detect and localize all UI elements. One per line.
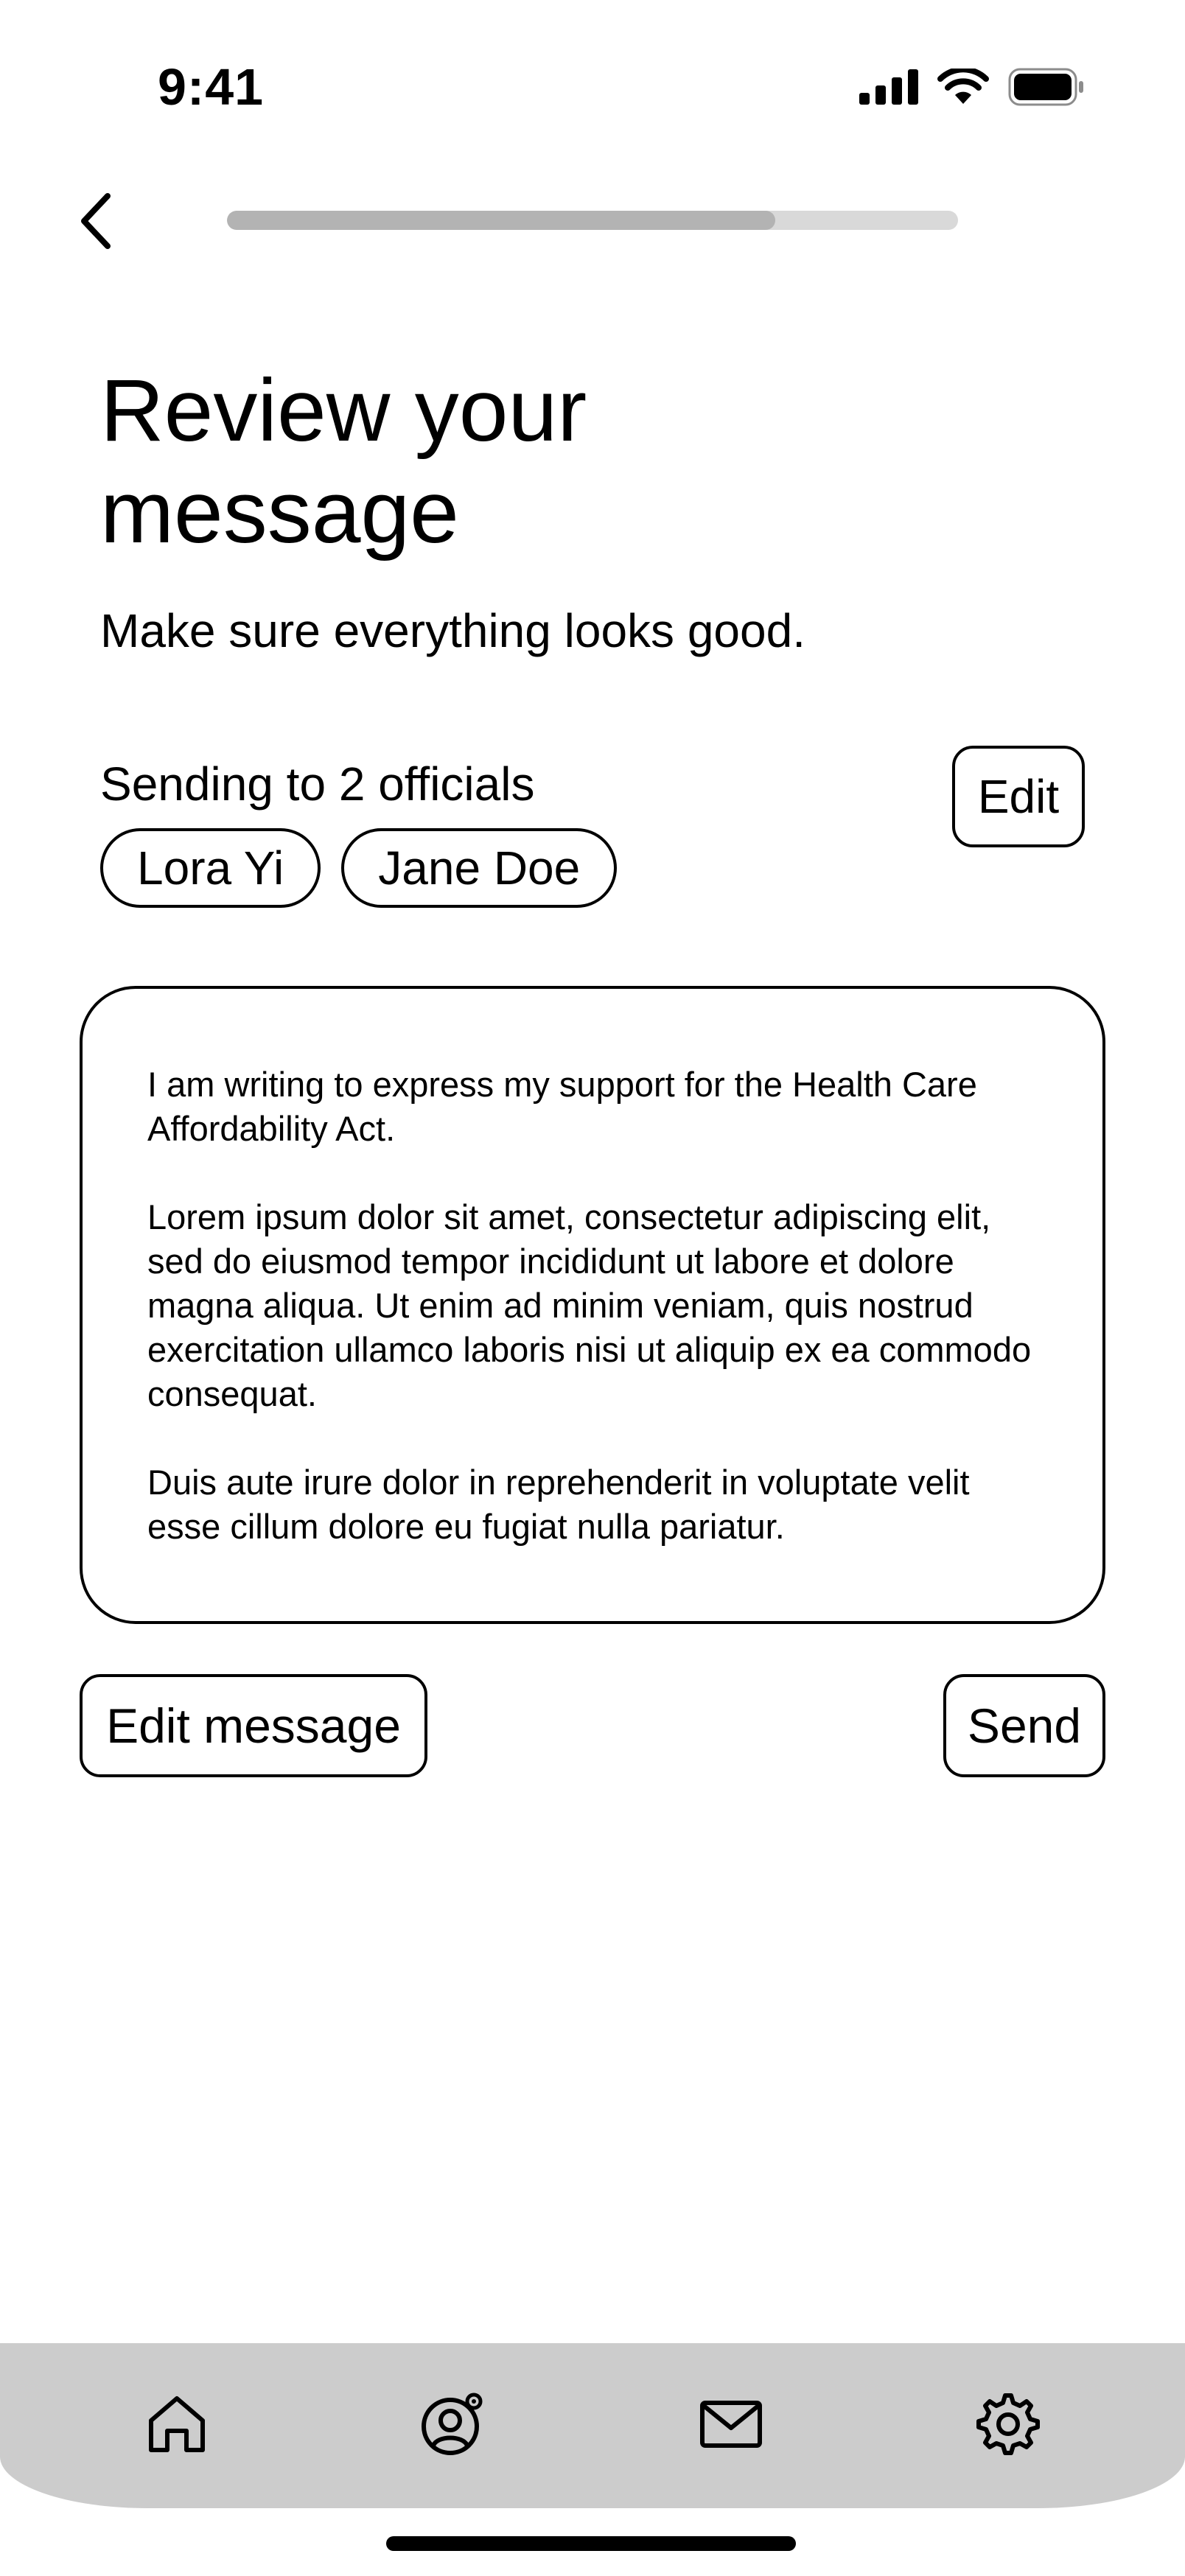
progress-bar-fill bbox=[227, 211, 775, 230]
recipient-chips bbox=[100, 828, 617, 908]
home-icon bbox=[145, 2393, 209, 2456]
send-button[interactable]: Send bbox=[943, 1674, 1105, 1777]
cellular-signal-icon bbox=[859, 69, 918, 105]
page-title: Review your message bbox=[100, 361, 587, 561]
edit-message-button[interactable]: Edit message bbox=[80, 1674, 427, 1777]
recipient-chip-lora-yi[interactable]: Lora Yi bbox=[100, 828, 321, 908]
status-time: 9:41 bbox=[158, 58, 265, 116]
battery-icon bbox=[1008, 68, 1085, 106]
tab-messages[interactable] bbox=[687, 2380, 775, 2468]
user-settings-icon bbox=[421, 2391, 487, 2457]
message-paragraph: Lorem ipsum dolor sit amet, consectetur adipiscing elit, sed do eiusmod tempor incididunt ut labore et dolore magna aliqua. Ut enim ad minim veniam, quis nostrud exercitation ullamco laboris nisi ut aliquip ex ea commodo consequat. bbox=[147, 1197, 1032, 1413]
tab-settings[interactable] bbox=[964, 2380, 1052, 2468]
recipients-label: Sending to 2 officials bbox=[100, 757, 535, 811]
message-paragraph: I am writing to express my support for the Health Care Affordability Act. bbox=[147, 1065, 977, 1148]
wifi-icon bbox=[937, 69, 989, 105]
chevron-left-icon bbox=[77, 192, 113, 251]
message-card bbox=[80, 986, 1105, 1624]
back-button[interactable] bbox=[77, 184, 136, 258]
page-subtitle: Make sure everything looks good. bbox=[100, 604, 805, 657]
recipient-chip-jane-doe[interactable]: Jane Doe bbox=[341, 828, 617, 908]
mail-icon bbox=[699, 2398, 763, 2450]
message-paragraph: Duis aute irure dolor in reprehenderit in voluptate velit esse cillum dolore eu fugiat nulla pariatur. bbox=[147, 1463, 970, 1546]
gear-icon bbox=[976, 2392, 1041, 2457]
tab-profile[interactable] bbox=[410, 2380, 498, 2468]
home-indicator bbox=[386, 2536, 796, 2551]
edit-recipients-button[interactable]: Edit bbox=[952, 746, 1085, 847]
tab-bar bbox=[0, 2343, 1185, 2508]
status-icons bbox=[859, 68, 1085, 106]
tab-home[interactable] bbox=[133, 2380, 221, 2468]
progress-bar bbox=[227, 211, 958, 230]
